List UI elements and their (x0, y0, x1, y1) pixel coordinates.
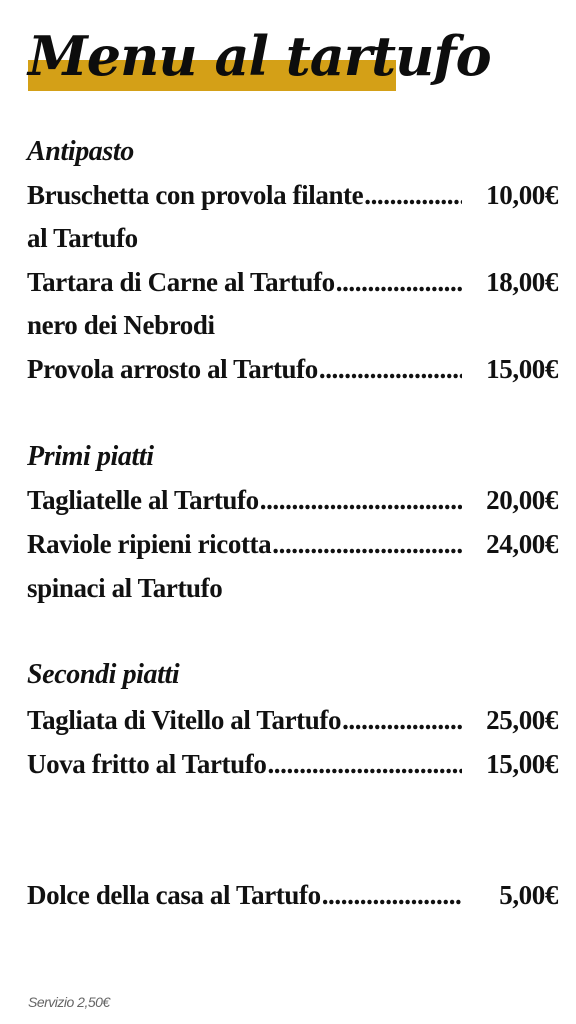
menu-item-tagliatelle (27, 480, 558, 520)
menu-item-provola (27, 349, 558, 389)
menu-title: Menu al tartufo (28, 24, 491, 88)
dot-leader (272, 529, 462, 560)
dot-leader (267, 749, 462, 780)
item-price: 5,00€ (499, 879, 558, 910)
item-name: Bruschetta con provola filante (27, 179, 364, 210)
item-price: 24,00€ (486, 528, 558, 559)
item-price: 15,00€ (486, 748, 558, 779)
section-title-primi: Primi piatti (27, 441, 154, 472)
item-name: Dolce della casa al Tartufo (27, 879, 321, 910)
item-name-continuation: spinaci al Tartufo (27, 572, 223, 603)
menu-item-tagliata (27, 700, 558, 740)
item-name-continuation: nero dei Nebrodi (27, 309, 215, 340)
item-price: 25,00€ (486, 704, 558, 735)
item-price: 10,00€ (486, 179, 558, 210)
section-title-secondi: Secondi piatti (27, 659, 180, 690)
item-price: 18,00€ (486, 266, 558, 297)
dot-leader (342, 705, 462, 736)
menu-item-tartara (27, 262, 558, 302)
service-charge-note: Servizio 2,50€ (28, 994, 110, 1010)
item-name-continuation: al Tartufo (27, 222, 138, 253)
item-name: Uova fritto al Tartufo (27, 748, 267, 779)
menu-item-bruschetta (27, 175, 558, 215)
dot-leader (322, 880, 462, 911)
item-name: Tagliatelle al Tartufo (27, 484, 259, 515)
item-price: 20,00€ (486, 484, 558, 515)
dot-leader (319, 354, 462, 385)
item-name: Tagliata di Vitello al Tartufo (27, 704, 342, 735)
item-price: 15,00€ (486, 353, 558, 384)
item-name: Tartara di Carne al Tartufo (27, 266, 335, 297)
dot-leader (260, 485, 462, 516)
item-name: Provola arrosto al Tartufo (27, 353, 318, 384)
menu-item-dolce (27, 875, 558, 915)
dot-leader (336, 267, 462, 298)
menu-item-uova (27, 744, 558, 784)
section-title-antipasto: Antipasto (27, 136, 134, 167)
item-name: Raviole ripieni ricotta (27, 528, 272, 559)
dot-leader (364, 180, 462, 211)
menu-item-raviole (27, 524, 558, 564)
